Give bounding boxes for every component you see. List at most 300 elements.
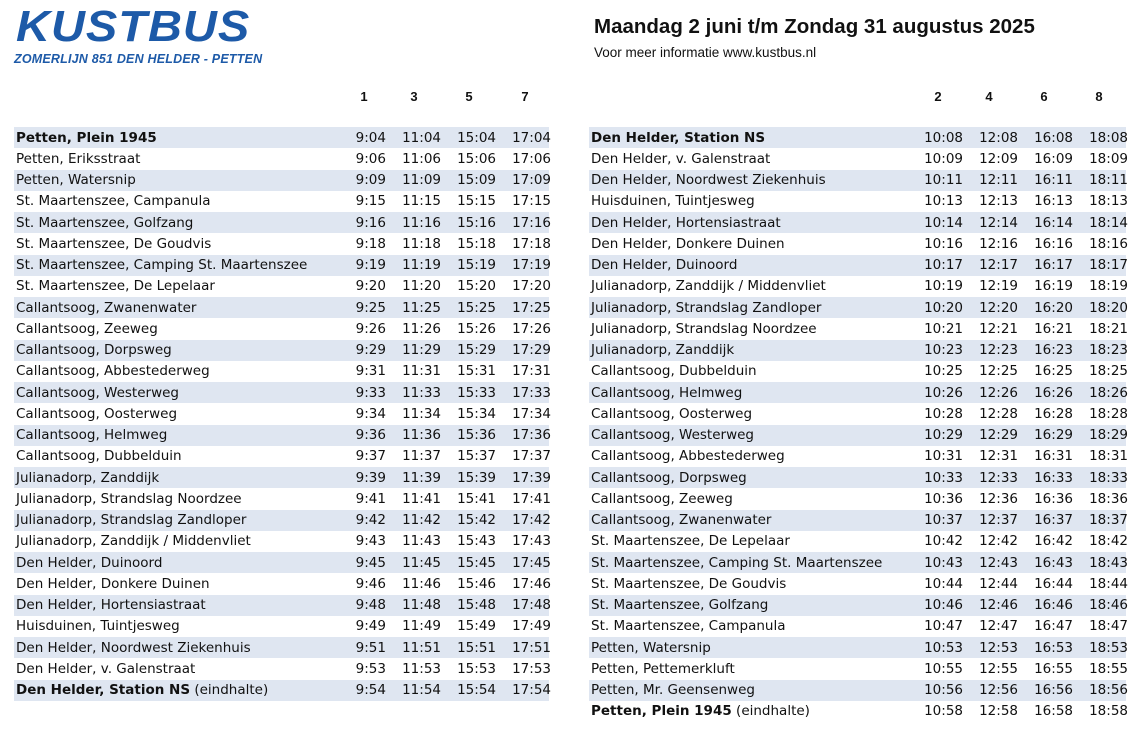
departure-time: 9:49 <box>355 618 386 635</box>
departure-time: 18:46 <box>1089 597 1128 614</box>
departure-time: 11:37 <box>402 448 441 465</box>
table-row <box>14 276 549 297</box>
departure-time: 18:43 <box>1089 554 1128 571</box>
stop-label: St. Maartenszee, Golfzang <box>591 597 769 614</box>
departure-time: 15:37 <box>457 448 496 465</box>
stop-label: Petten, Plein 1945 <box>591 703 732 720</box>
departure-time: 16:17 <box>1034 257 1073 274</box>
departure-time: 18:56 <box>1089 682 1128 699</box>
departure-time: 18:08 <box>1089 129 1128 146</box>
departure-time: 10:47 <box>924 618 963 635</box>
departure-time: 17:49 <box>512 618 551 635</box>
stop-name <box>14 427 338 443</box>
table-row <box>14 297 549 318</box>
departure-time: 18:53 <box>1089 639 1128 656</box>
stop-name <box>589 151 911 167</box>
departure-time: 16:11 <box>1034 172 1073 189</box>
departure-time: 15:09 <box>457 172 496 189</box>
stop-label: Callantsoog, Dorpsweg <box>16 342 172 359</box>
departure-time: 15:53 <box>457 660 496 677</box>
stop-name <box>589 597 911 613</box>
stop-name <box>14 385 338 401</box>
departure-time: 10:29 <box>924 427 963 444</box>
departure-time: 9:20 <box>355 278 386 295</box>
departure-time: 9:54 <box>355 682 386 699</box>
departure-time: 16:09 <box>1034 150 1073 167</box>
stop-label: St. Maartenszee, Campanula <box>16 193 211 210</box>
departure-time: 16:37 <box>1034 512 1073 529</box>
stop-name <box>14 640 338 656</box>
table-row <box>589 297 1126 318</box>
departure-time: 12:17 <box>979 257 1018 274</box>
stop-name <box>14 555 338 571</box>
table-row <box>14 318 549 339</box>
table-row <box>589 467 1126 488</box>
stop-name <box>589 257 911 273</box>
table-row <box>14 595 549 616</box>
departure-time: 11:19 <box>402 257 441 274</box>
departure-time: 9:31 <box>355 363 386 380</box>
departure-time: 17:04 <box>512 129 551 146</box>
table-row <box>589 127 1126 148</box>
departure-time: 11:54 <box>402 682 441 699</box>
stop-name <box>14 215 338 231</box>
departure-time: 12:13 <box>979 193 1018 210</box>
departure-time: 15:25 <box>457 299 496 316</box>
departure-time: 16:31 <box>1034 448 1073 465</box>
stop-label: Julianadorp, Strandslag Noordzee <box>591 320 817 337</box>
departure-time: 16:13 <box>1034 193 1073 210</box>
departure-time: 16:42 <box>1034 533 1073 550</box>
stop-name <box>589 512 911 528</box>
departure-time: 11:15 <box>402 193 441 210</box>
stop-name <box>14 300 338 316</box>
departure-time: 16:26 <box>1034 384 1073 401</box>
timetable-den-helder-petten <box>589 127 1126 722</box>
departure-time: 12:23 <box>979 342 1018 359</box>
departure-time: 18:55 <box>1089 660 1128 677</box>
stop-name <box>14 172 338 188</box>
stop-label: St. Maartenszee, Camping St. Maartenszee <box>16 257 308 274</box>
departure-time: 11:18 <box>402 235 441 252</box>
stop-label: Julianadorp, Strandslag Zandloper <box>16 512 247 529</box>
departure-time: 10:11 <box>924 172 963 189</box>
departure-time: 16:44 <box>1034 575 1073 592</box>
departure-time: 17:48 <box>512 597 551 614</box>
departure-time: 18:33 <box>1089 469 1128 486</box>
table-row <box>589 573 1126 594</box>
departure-time: 10:33 <box>924 469 963 486</box>
departure-time: 16:29 <box>1034 427 1073 444</box>
stop-name <box>589 703 911 719</box>
departure-time: 15:45 <box>457 554 496 571</box>
stop-name <box>589 342 911 358</box>
departure-time: 10:17 <box>924 257 963 274</box>
departure-time: 10:56 <box>924 682 963 699</box>
departure-time: 18:23 <box>1089 342 1128 359</box>
departure-time: 17:15 <box>512 193 551 210</box>
stop-label: Callantsoog, Dubbelduin <box>591 363 757 380</box>
departure-time: 11:39 <box>402 469 441 486</box>
departure-time: 9:25 <box>355 299 386 316</box>
table-row <box>589 510 1126 531</box>
departure-time: 17:29 <box>512 342 551 359</box>
stop-name <box>14 491 338 507</box>
table-row <box>589 148 1126 169</box>
stop-name <box>589 640 911 656</box>
departure-time: 16:08 <box>1034 129 1073 146</box>
departure-time: 18:21 <box>1089 320 1128 337</box>
departure-time: 11:51 <box>402 639 441 656</box>
departure-time: 16:33 <box>1034 469 1073 486</box>
table-row <box>589 701 1126 722</box>
table-row <box>14 340 549 361</box>
departure-time: 17:41 <box>512 490 551 507</box>
departure-time: 12:19 <box>979 278 1018 295</box>
departure-time: 9:48 <box>355 597 386 614</box>
stop-name <box>14 661 338 677</box>
departure-time: 9:37 <box>355 448 386 465</box>
stop-name <box>589 555 911 571</box>
table-row <box>14 510 549 531</box>
stop-label: Julianadorp, Zanddijk / Middenvliet <box>591 278 826 295</box>
departure-time: 18:37 <box>1089 512 1128 529</box>
trip-number: 2 <box>934 89 942 104</box>
stop-name <box>14 130 338 146</box>
table-row <box>589 595 1126 616</box>
departure-time: 10:25 <box>924 363 963 380</box>
table-row <box>589 340 1126 361</box>
departure-time: 10:14 <box>924 214 963 231</box>
departure-time: 16:58 <box>1034 703 1073 720</box>
departure-time: 12:16 <box>979 235 1018 252</box>
departure-time: 18:17 <box>1089 257 1128 274</box>
departure-time: 17:25 <box>512 299 551 316</box>
stop-label: Den Helder, Donkere Duinen <box>591 235 785 252</box>
table-row <box>14 467 549 488</box>
departure-time: 9:34 <box>355 405 386 422</box>
departure-time: 10:26 <box>924 384 963 401</box>
stop-label: Den Helder, Noordwest Ziekenhuis <box>591 172 826 189</box>
departure-time: 12:08 <box>979 129 1018 146</box>
departure-time: 16:47 <box>1034 618 1073 635</box>
terminus-note: (eindhalte) <box>736 703 810 720</box>
trip-number: 1 <box>360 89 368 104</box>
departure-time: 18:13 <box>1089 193 1128 210</box>
departure-time: 17:43 <box>512 533 551 550</box>
departure-time: 11:45 <box>402 554 441 571</box>
stop-label: St. Maartenszee, Campanula <box>591 618 786 635</box>
stop-name <box>589 236 911 252</box>
stop-label: Callantsoog, Dorpsweg <box>591 469 747 486</box>
trip-number: 7 <box>521 89 529 104</box>
departure-time: 17:36 <box>512 427 551 444</box>
departure-time: 17:06 <box>512 150 551 167</box>
departure-time: 17:54 <box>512 682 551 699</box>
departure-time: 15:26 <box>457 320 496 337</box>
departure-time: 12:37 <box>979 512 1018 529</box>
stop-label: Callantsoog, Oosterweg <box>591 405 753 422</box>
table-row <box>589 318 1126 339</box>
departure-time: 18:31 <box>1089 448 1128 465</box>
stop-label: Den Helder, Station NS <box>16 682 191 699</box>
departure-time: 15:15 <box>457 193 496 210</box>
departure-time: 9:41 <box>355 490 386 507</box>
departure-time: 15:49 <box>457 618 496 635</box>
stop-label: Callantsoog, Westerweg <box>16 384 179 401</box>
table-row <box>589 191 1126 212</box>
departure-time: 9:51 <box>355 639 386 656</box>
departure-time: 11:26 <box>402 320 441 337</box>
stop-label: Callantsoog, Abbestederweg <box>16 363 210 380</box>
departure-time: 9:36 <box>355 427 386 444</box>
departure-time: 10:46 <box>924 597 963 614</box>
departure-time: 15:18 <box>457 235 496 252</box>
stop-label: Callantsoog, Westerweg <box>591 427 754 444</box>
kustbus-logo <box>14 1 334 70</box>
departure-time: 11:16 <box>402 214 441 231</box>
departure-time: 10:16 <box>924 235 963 252</box>
stop-label: Den Helder, Duinoord <box>16 554 163 571</box>
page-title: Maandag 2 juni t/m Zondag 31 augustus 2025 <box>594 15 1035 38</box>
stop-name <box>589 215 911 231</box>
table-row <box>589 680 1126 701</box>
timetable-petten-den-helder <box>14 127 549 701</box>
table-row <box>589 446 1126 467</box>
stop-name <box>589 406 911 422</box>
stop-label: St. Maartenszee, De Goudvis <box>16 235 212 252</box>
table-row <box>14 573 549 594</box>
stop-name <box>589 321 911 337</box>
departure-time: 17:45 <box>512 554 551 571</box>
departure-time: 9:26 <box>355 320 386 337</box>
departure-time: 10:20 <box>924 299 963 316</box>
departure-time: 10:36 <box>924 490 963 507</box>
stop-label: Callantsoog, Zeeweg <box>591 490 733 507</box>
departure-time: 16:56 <box>1034 682 1073 699</box>
table-row <box>14 446 549 467</box>
trip-number: 5 <box>465 89 473 104</box>
stop-name <box>14 363 338 379</box>
departure-time: 11:53 <box>402 660 441 677</box>
departure-time: 9:18 <box>355 235 386 252</box>
departure-time: 11:06 <box>402 150 441 167</box>
table-row <box>14 425 549 446</box>
stop-label: Petten, Watersnip <box>16 172 136 189</box>
departure-time: 10:42 <box>924 533 963 550</box>
stop-name <box>14 151 338 167</box>
departure-time: 9:16 <box>355 214 386 231</box>
stop-label: Callantsoog, Zwanenwater <box>591 512 772 529</box>
departure-time: 15:48 <box>457 597 496 614</box>
table-row <box>14 148 549 169</box>
stop-label: Den Helder, Donkere Duinen <box>16 575 210 592</box>
departure-time: 18:36 <box>1089 490 1128 507</box>
stop-name <box>14 470 338 486</box>
departure-time: 11:46 <box>402 575 441 592</box>
departure-time: 15:39 <box>457 469 496 486</box>
departure-time: 11:25 <box>402 299 441 316</box>
departure-time: 15:51 <box>457 639 496 656</box>
departure-time: 9:04 <box>355 129 386 146</box>
departure-time: 11:31 <box>402 363 441 380</box>
departure-time: 10:28 <box>924 405 963 422</box>
table-row <box>589 488 1126 509</box>
departure-time: 11:43 <box>402 533 441 550</box>
stop-label: Huisduinen, Tuintjesweg <box>16 618 180 635</box>
stop-name <box>14 597 338 613</box>
stop-label: Petten, Watersnip <box>591 639 711 656</box>
departure-time: 18:20 <box>1089 299 1128 316</box>
stop-label: Callantsoog, Dubbelduin <box>16 448 182 465</box>
stop-label: Den Helder, Station NS <box>591 129 766 146</box>
departure-time: 18:47 <box>1089 618 1128 635</box>
stop-name <box>14 618 338 634</box>
departure-time: 11:04 <box>402 129 441 146</box>
departure-time: 16:46 <box>1034 597 1073 614</box>
table-row <box>589 552 1126 573</box>
stop-label: St. Maartenszee, De Goudvis <box>591 575 787 592</box>
departure-time: 10:21 <box>924 320 963 337</box>
departure-time: 12:42 <box>979 533 1018 550</box>
departure-time: 16:25 <box>1034 363 1073 380</box>
stop-label: St. Maartenszee, De Lepelaar <box>591 533 790 550</box>
table-row <box>14 637 549 658</box>
stop-name <box>14 257 338 273</box>
departure-time: 10:58 <box>924 703 963 720</box>
table-row <box>589 212 1126 233</box>
table-row <box>14 233 549 254</box>
stop-label: Den Helder, Duinoord <box>591 257 738 274</box>
stop-label: Den Helder, Noordwest Ziekenhuis <box>16 639 251 656</box>
stop-label: Den Helder, Hortensiastraat <box>16 597 206 614</box>
trip-number: 3 <box>410 89 418 104</box>
stop-name <box>589 193 911 209</box>
departure-time: 15:54 <box>457 682 496 699</box>
departure-time: 12:47 <box>979 618 1018 635</box>
departure-time: 10:37 <box>924 512 963 529</box>
table-row <box>14 680 549 701</box>
departure-time: 9:39 <box>355 469 386 486</box>
stop-name <box>14 576 338 592</box>
departure-time: 9:33 <box>355 384 386 401</box>
stop-label: Den Helder, v. Galenstraat <box>591 150 771 167</box>
departure-time: 17:51 <box>512 639 551 656</box>
stop-name <box>589 491 911 507</box>
departure-time: 12:56 <box>979 682 1018 699</box>
table-row <box>589 361 1126 382</box>
table-row <box>14 255 549 276</box>
departure-time: 12:43 <box>979 554 1018 571</box>
departure-time: 12:25 <box>979 363 1018 380</box>
departure-time: 15:36 <box>457 427 496 444</box>
departure-time: 9:42 <box>355 512 386 529</box>
table-row <box>14 616 549 637</box>
departure-time: 15:04 <box>457 129 496 146</box>
departure-time: 16:53 <box>1034 639 1073 656</box>
stop-name <box>14 193 338 209</box>
table-row <box>14 212 549 233</box>
terminus-note: (eindhalte) <box>194 682 269 699</box>
departure-time: 11:49 <box>402 618 441 635</box>
departure-time: 15:31 <box>457 363 496 380</box>
departure-time: 18:25 <box>1089 363 1128 380</box>
stop-label: Julianadorp, Zanddijk <box>591 342 735 359</box>
departure-time: 16:55 <box>1034 660 1073 677</box>
departure-time: 11:41 <box>402 490 441 507</box>
stop-label: Petten, Plein 1945 <box>16 129 157 146</box>
stop-name <box>589 427 911 443</box>
departure-time: 17:18 <box>512 235 551 252</box>
departure-time: 12:31 <box>979 448 1018 465</box>
stop-label: Den Helder, Hortensiastraat <box>591 214 781 231</box>
stop-name <box>589 576 911 592</box>
table-row <box>589 170 1126 191</box>
stop-name <box>589 278 911 294</box>
departure-time: 17:53 <box>512 660 551 677</box>
departure-time: 15:43 <box>457 533 496 550</box>
departure-time: 12:20 <box>979 299 1018 316</box>
departure-time: 17:37 <box>512 448 551 465</box>
departure-time: 11:42 <box>402 512 441 529</box>
departure-time: 17:33 <box>512 384 551 401</box>
departure-time: 17:46 <box>512 575 551 592</box>
schedule-header <box>594 17 1035 60</box>
departure-time: 18:11 <box>1089 172 1128 189</box>
stop-name <box>14 512 338 528</box>
stop-name <box>14 278 338 294</box>
departure-time: 17:42 <box>512 512 551 529</box>
stop-name <box>14 236 338 252</box>
stop-label: St. Maartenszee, Golfzang <box>16 214 194 231</box>
table-row <box>14 361 549 382</box>
departure-time: 18:26 <box>1089 384 1128 401</box>
departure-time: 9:29 <box>355 342 386 359</box>
stop-label: Callantsoog, Oosterweg <box>16 405 178 422</box>
departure-time: 9:19 <box>355 257 386 274</box>
stop-name <box>589 385 911 401</box>
stop-name <box>589 682 911 698</box>
departure-time: 16:36 <box>1034 490 1073 507</box>
stop-label: St. Maartenszee, Camping St. Maartenszee <box>591 554 883 571</box>
info-text: Voor meer informatie www.kustbus.nl <box>594 44 817 60</box>
stop-name <box>14 448 338 464</box>
stop-label: Petten, Eriksstraat <box>16 150 141 167</box>
departure-time: 17:09 <box>512 172 551 189</box>
departure-time: 10:08 <box>924 129 963 146</box>
departure-time: 16:14 <box>1034 214 1073 231</box>
stop-name <box>589 363 911 379</box>
stop-label: St. Maartenszee, De Lepelaar <box>16 278 215 295</box>
table-row <box>589 637 1126 658</box>
departure-time: 15:19 <box>457 257 496 274</box>
departure-time: 15:42 <box>457 512 496 529</box>
stop-name <box>14 342 338 358</box>
stop-name <box>589 130 911 146</box>
table-row <box>589 382 1126 403</box>
departure-time: 15:29 <box>457 342 496 359</box>
table-row <box>589 616 1126 637</box>
table-row <box>589 658 1126 679</box>
table-row <box>589 531 1126 552</box>
departure-time: 17:16 <box>512 214 551 231</box>
logo-tagline: ZOMERLIJN 851 DEN HELDER - PETTEN <box>14 52 263 66</box>
table-row <box>14 127 549 148</box>
stop-label: Callantsoog, Helmweg <box>591 384 743 401</box>
departure-time: 10:53 <box>924 639 963 656</box>
stop-name <box>589 448 911 464</box>
table-row <box>589 276 1126 297</box>
